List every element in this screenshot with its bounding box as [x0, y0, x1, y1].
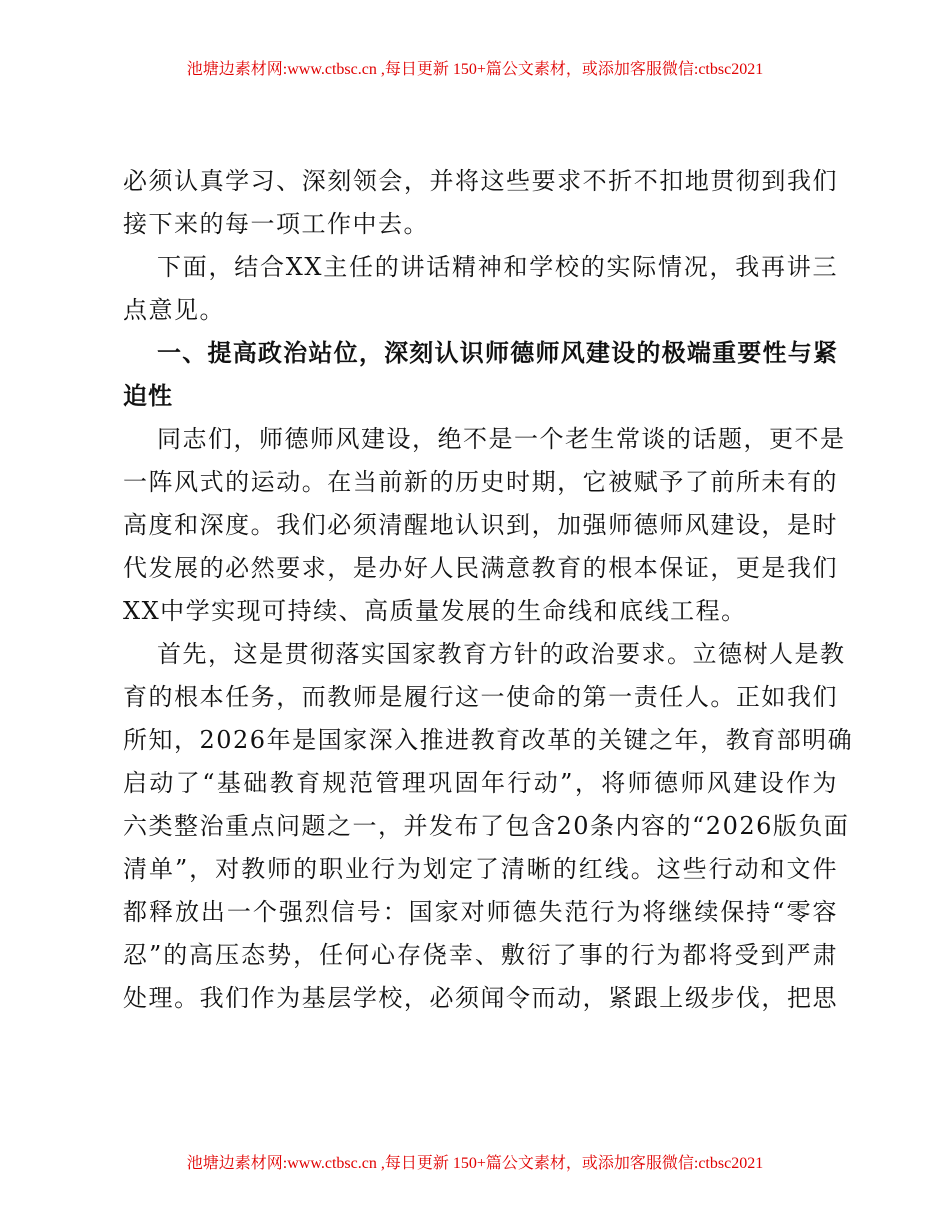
body-text-line: 处理。我们作为基层学校，必须闻令而动，紧跟上级步伐，把思 — [123, 984, 838, 1012]
body-text-line: 接下来的每一项工作中去。 — [123, 210, 429, 238]
body-text-line: 代发展的必然要求，是办好人民满意教育的根本保证，更是我们 — [123, 554, 838, 582]
body-text-line: 下面，结合XX主任的讲话精神和学校的实际情况，我再讲三 — [157, 253, 838, 281]
body-text-line: 清单”，对教师的职业行为划定了清晰的红线。这些行动和文件 — [123, 855, 838, 883]
section-heading-line: 迫性 — [123, 382, 173, 410]
body-text-line: XX中学实现可持续、高质量发展的生命线和底线工程。 — [123, 597, 747, 625]
body-text-line: 一阵风式的运动。在当前新的历史时期，它被赋予了前所未有的 — [123, 468, 838, 496]
body-text-line: 高度和深度。我们必须清醒地认识到，加强师德师风建设，是时 — [123, 511, 838, 539]
body-text-line: 忍”的高压态势，任何心存侥幸、敷衍了事的行为都将受到严肃 — [123, 941, 838, 969]
body-text-line: 必须认真学习、深刻领会，并将这些要求不折不扣地贯彻到我们 — [123, 167, 838, 195]
body-text-line: 育的根本任务，而教师是履行这一使命的第一责任人。正如我们 — [123, 683, 838, 711]
body-text-line: 所知，2026年是国家深入推进教育改革的关键之年，教育部明确 — [123, 726, 854, 754]
body-text-line: 都释放出一个强烈信号：国家对师德失范行为将继续保持“零容 — [123, 898, 838, 926]
footer-watermark: 池塘边素材网:www.ctbsc.cn ,每日更新 150+篇公文素材，或添加客服微信:ctbsc2021 — [186, 1155, 764, 1172]
document-body — [123, 160, 854, 1020]
body-text-line: 启动了“基础教育规范管理巩固年行动”，将师德师风建设作为 — [123, 769, 838, 797]
body-text-line: 点意见。 — [123, 296, 225, 324]
body-text-line: 六类整治重点问题之一，并发布了包含20条内容的“2026版负面 — [123, 812, 850, 840]
section-heading-line: 一、提高政治站位，深刻认识师德师风建设的极端重要性与紧 — [157, 339, 838, 367]
header-watermark: 池塘边素材网:www.ctbsc.cn ,每日更新 150+篇公文素材，或添加客服微信:ctbsc2021 — [186, 61, 764, 78]
body-text-line: 首先，这是贯彻落实国家教育方针的政治要求。立德树人是教 — [157, 640, 846, 668]
body-text-line: 同志们，师德师风建设，绝不是一个老生常谈的话题，更不是 — [157, 425, 846, 453]
